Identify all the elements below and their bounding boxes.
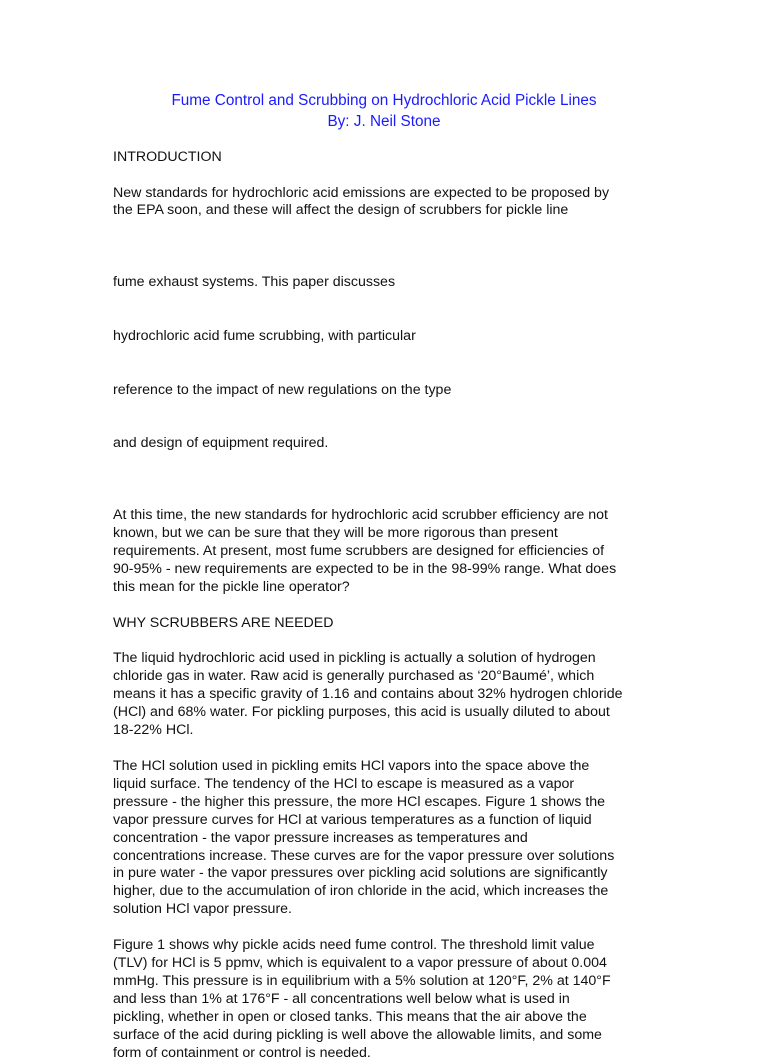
text-line: form of containment or control is needed. xyxy=(113,1044,371,1061)
text-line: vapor pressure curves for HCl at various temperatures as a function of liquid xyxy=(113,811,592,828)
document-author: By: J. Neil Stone xyxy=(327,112,441,130)
paragraph xyxy=(113,937,658,1062)
text-line: mmHg. This pressure is in equilibrium with a 5% solution at 120°F, 2% at 140°F xyxy=(113,972,611,989)
section-heading-why-scrubbers: WHY SCRUBBERS ARE NEEDED xyxy=(113,614,334,631)
text-line: (TLV) for HCl is 5 ppmv, which is equivalent to a vapor pressure of about 0.004 xyxy=(113,955,607,972)
text-line: surface of the acid during pickling is well above the allowable limits, and some xyxy=(113,1026,602,1043)
text-line: requirements. At present, most fume scrubbers are designed for efficiencies of xyxy=(113,542,605,559)
document-body xyxy=(113,149,658,1062)
text-line: concentrations increase. These curves are for the vapor pressure over solutions xyxy=(113,847,615,864)
paragraph xyxy=(113,185,658,221)
text-line: and less than 1% at 176°F - all concentrations well below what is used in xyxy=(113,990,570,1007)
text-line: means it has a specific gravity of 1.16 and contains about 32% hydrogen chloride xyxy=(113,686,623,703)
text-line: hydrochloric acid fume scrubbing, with particular xyxy=(113,327,416,344)
section-heading-introduction: INTRODUCTION xyxy=(113,148,222,165)
text-line: and design of equipment required. xyxy=(113,435,329,452)
title-block xyxy=(113,91,655,133)
text-line: reference to the impact of new regulations on the type xyxy=(113,381,452,398)
text-line: liquid surface. The tendency of the HCl to escape is measured as a vapor xyxy=(113,775,575,792)
text-line: pickling, whether in open or closed tanks. This means that the air above the xyxy=(113,1008,587,1025)
text-line: The liquid hydrochloric acid used in pickling is actually a solution of hydrogen xyxy=(113,650,596,667)
text-line: Figure 1 shows why pickle acids need fume control. The threshold limit value xyxy=(113,937,595,954)
text-line: this mean for the pickle line operator? xyxy=(113,578,350,595)
text-line: At this time, the new standards for hydrochloric acid scrubber efficiency are not xyxy=(113,507,608,523)
text-line: chloride gas in water. Raw acid is generally purchased as ‘20°Baumé’, which xyxy=(113,668,595,685)
text-line: pressure - the higher this pressure, the more HCl escapes. Figure 1 shows the xyxy=(113,793,606,810)
text-line: the EPA soon, and these will affect the design of scrubbers for pickle line xyxy=(113,202,569,219)
text-line: known, but we can be sure that they will be more rigorous than present xyxy=(113,524,558,541)
paragraph xyxy=(113,507,658,597)
text-line: 18-22% HCl. xyxy=(113,722,194,739)
text-line: The HCl solution used in pickling emits HCl vapors into the space above the xyxy=(113,757,590,774)
paragraph xyxy=(113,758,658,919)
text-line: solution HCl vapor pressure. xyxy=(113,901,292,918)
text-line: higher, due to the accumulation of iron chloride in the acid, which increases the xyxy=(113,883,609,900)
text-line: (HCl) and 68% water. For pickling purposes, this acid is usually diluted to about xyxy=(113,704,610,721)
paragraph xyxy=(113,238,658,489)
text-line: 90-95% - new requirements are expected to be in the 98-99% range. What does xyxy=(113,560,617,577)
text-line: New standards for hydrochloric acid emissions are expected to be proposed by xyxy=(113,184,610,201)
document-title: Fume Control and Scrubbing on Hydrochloric Acid Pickle Lines xyxy=(171,92,597,109)
paragraph xyxy=(113,650,658,740)
text-line: in pure water - the vapor pressures over pickling acid solutions are significantly xyxy=(113,865,608,882)
text-line: fume exhaust systems. This paper discusses xyxy=(113,274,396,291)
text-line: concentration - the vapor pressure increases as temperatures and xyxy=(113,829,528,846)
